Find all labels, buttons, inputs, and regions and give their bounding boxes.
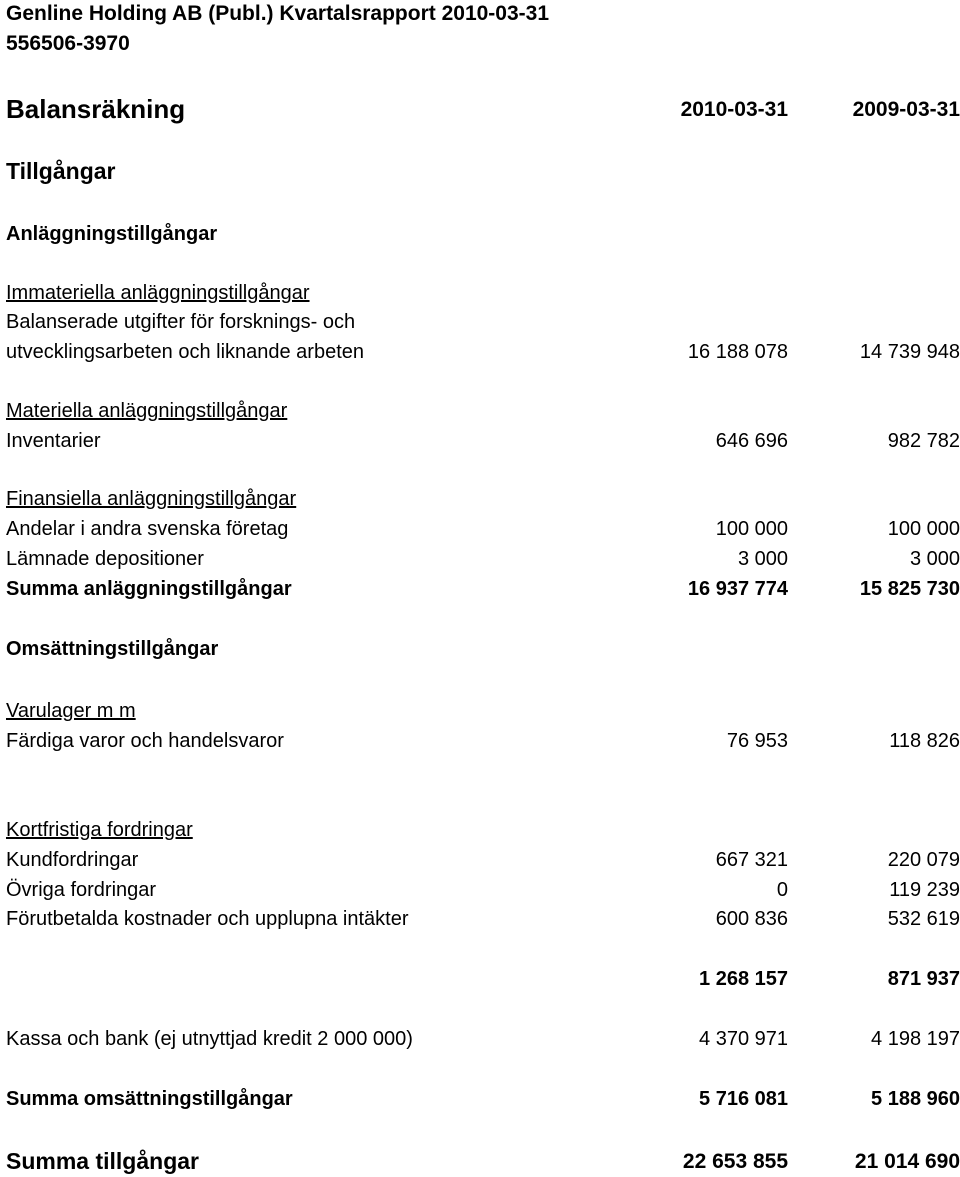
inventory-value-2010: 76 953 — [726, 730, 788, 752]
current-assets-total-label: Summa omsättningstillgångar — [6, 1088, 293, 1110]
receivable-label: Kundfordringar — [6, 849, 139, 871]
financial-row-value-2010: 100 000 — [715, 518, 788, 540]
current-assets-total-2009: 5 188 960 — [871, 1088, 960, 1110]
receivable-label: Övriga fordringar — [6, 879, 157, 901]
receivables-total-2009: 871 937 — [887, 968, 960, 990]
current-assets-total-2010: 5 716 081 — [699, 1088, 788, 1110]
org-number: 556506-3970 — [6, 32, 130, 55]
inventory-heading: Varulager m m — [6, 700, 136, 722]
cash-value-2010: 4 370 971 — [699, 1028, 788, 1050]
current-assets-heading: Omsättningstillgångar — [6, 638, 219, 660]
inventory-value-2009: 118 826 — [889, 730, 960, 752]
financial-row-value-2009: 100 000 — [887, 518, 960, 540]
intangible-label-line2: utvecklingsarbeten och liknande arbeten — [6, 341, 365, 363]
fixed-assets-total-2009: 15 825 730 — [859, 578, 960, 600]
statement-title: Balansräkning — [6, 94, 186, 124]
financial-row-label: Lämnade depositioner — [6, 548, 204, 570]
cash-value-2009: 4 198 197 — [871, 1028, 960, 1050]
receivable-value-2009: 119 239 — [889, 879, 960, 901]
intangible-heading: Immateriella anläggningstillgångar — [6, 282, 310, 304]
inventory-label: Färdiga varor och handelsvaror — [6, 730, 284, 752]
column-header-2009: 2009-03-31 — [852, 98, 960, 121]
financial-row-value-2010: 3 000 — [737, 548, 788, 570]
intangible-label-line1: Balanserade utgifter för forsknings- och — [6, 311, 356, 333]
tangible-value-2009: 982 782 — [887, 430, 960, 452]
assets-total-2010: 22 653 855 — [682, 1150, 788, 1173]
intangible-value-2010: 16 188 078 — [687, 341, 788, 363]
tangible-heading: Materiella anläggningstillgångar — [6, 400, 288, 422]
tangible-label: Inventarier — [6, 430, 101, 452]
intangible-value-2009: 14 739 948 — [859, 341, 960, 363]
tangible-value-2010: 646 696 — [715, 430, 788, 452]
column-header-2010: 2010-03-31 — [680, 98, 788, 121]
assets-heading: Tillgångar — [6, 158, 116, 184]
company-title: Genline Holding AB (Publ.) Kvartalsrapport 2010-03-31 — [6, 2, 550, 25]
financial-row-value-2009: 3 000 — [909, 548, 960, 570]
financial-row-label: Andelar i andra svenska företag — [6, 518, 289, 540]
assets-total-label: Summa tillgångar — [6, 1148, 199, 1174]
fixed-assets-total-2010: 16 937 774 — [687, 578, 788, 600]
receivable-value-2009: 220 079 — [887, 849, 960, 871]
fixed-assets-total-label: Summa anläggningstillgångar — [6, 578, 292, 600]
receivables-heading: Kortfristiga fordringar — [6, 819, 193, 841]
fixed-assets-heading: Anläggningstillgångar — [6, 223, 218, 245]
receivable-value-2010: 0 — [776, 879, 788, 901]
receivable-value-2010: 600 836 — [715, 908, 788, 930]
receivable-value-2009: 532 619 — [887, 908, 960, 930]
receivable-value-2010: 667 321 — [715, 849, 788, 871]
cash-label: Kassa och bank (ej utnyttjad kredit 2 000 000) — [6, 1028, 413, 1050]
financial-heading: Finansiella anläggningstillgångar — [6, 488, 297, 510]
receivables-total-2010: 1 268 157 — [699, 968, 788, 990]
assets-total-2009: 21 014 690 — [854, 1150, 960, 1173]
receivable-label: Förutbetalda kostnader och upplupna intäkter — [6, 908, 409, 930]
